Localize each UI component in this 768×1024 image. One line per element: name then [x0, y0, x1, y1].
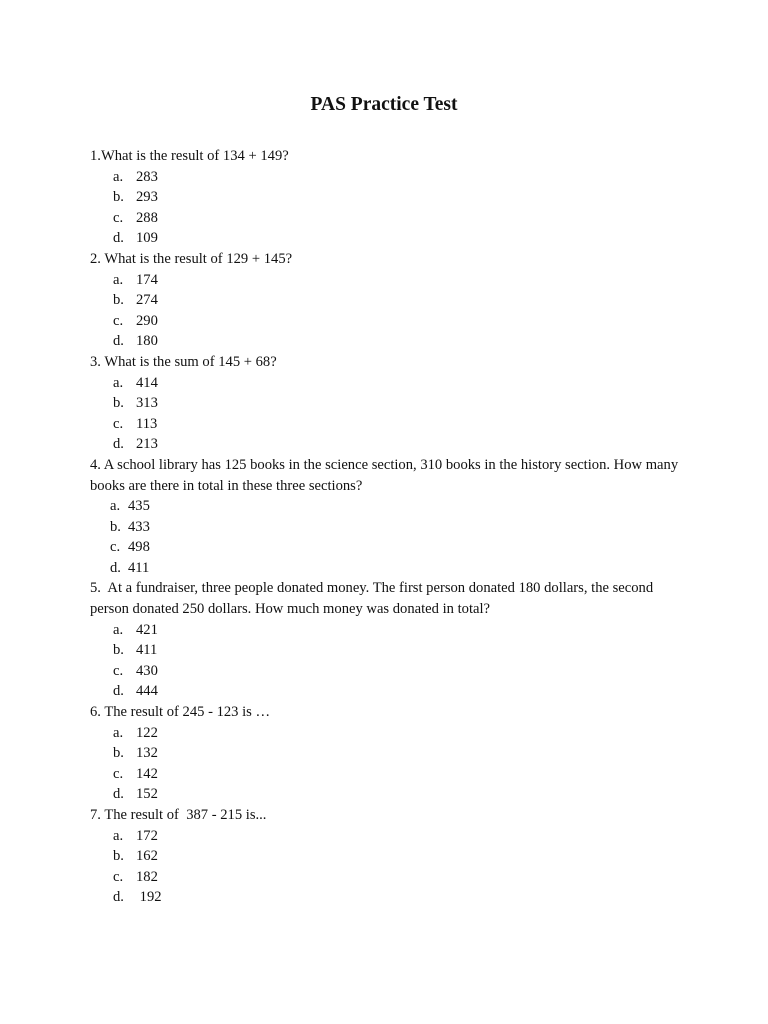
option-letter: a. [113, 827, 124, 844]
option-value: 498 [128, 539, 150, 556]
question-4 [90, 455, 690, 579]
option-value: 142 [136, 765, 158, 782]
option-value: 421 [136, 621, 158, 638]
option-value: 152 [136, 786, 158, 803]
answer-option-b[interactable] [90, 393, 690, 414]
option-letter: b. [113, 745, 124, 762]
answer-option-a[interactable] [90, 723, 690, 744]
option-letter: c. [113, 662, 124, 679]
question-5 [90, 578, 690, 702]
option-value: 435 [128, 498, 150, 515]
question-1 [90, 146, 690, 249]
answer-option-d[interactable] [90, 228, 690, 249]
option-value: 132 [136, 745, 158, 762]
answer-option-a[interactable] [90, 167, 690, 188]
answer-option-c[interactable] [90, 867, 690, 888]
answer-option-d[interactable] [90, 434, 690, 455]
option-value: 113 [136, 415, 158, 432]
option-letter: a. [113, 168, 124, 185]
question-list [90, 146, 690, 908]
option-value: 274 [136, 292, 158, 309]
answer-option-c[interactable] [90, 764, 690, 785]
answer-option-a[interactable] [90, 496, 690, 517]
question-2 [90, 249, 690, 352]
option-letter: d. [113, 436, 124, 453]
option-value: 180 [136, 333, 158, 350]
option-letter: d. [113, 786, 124, 803]
option-letter: c. [113, 415, 124, 432]
option-value: 414 [136, 374, 158, 391]
option-value: 313 [136, 395, 158, 412]
option-letter: c. [113, 868, 124, 885]
option-letter: a. [110, 498, 121, 515]
answer-option-c[interactable] [90, 414, 690, 435]
option-value: 162 [136, 848, 158, 865]
answer-options [90, 826, 690, 908]
option-letter: c. [113, 209, 124, 226]
option-letter: b. [113, 395, 124, 412]
answer-option-b[interactable] [90, 187, 690, 208]
option-letter: b. [110, 518, 121, 535]
page-title: PAS Practice Test [310, 94, 458, 115]
option-letter: d. [110, 559, 121, 576]
option-value: 430 [136, 662, 158, 679]
option-value: 109 [136, 230, 158, 247]
answer-options [90, 373, 690, 455]
option-letter: c. [113, 312, 124, 329]
answer-options [90, 620, 690, 702]
answer-option-b[interactable] [90, 640, 690, 661]
answer-option-a[interactable] [90, 373, 690, 394]
option-letter: b. [113, 189, 124, 206]
option-letter: b. [113, 642, 124, 659]
answer-option-b[interactable] [90, 517, 690, 538]
answer-options [90, 270, 690, 352]
option-letter: b. [113, 848, 124, 865]
option-letter: c. [110, 539, 121, 556]
option-value: 411 [136, 642, 158, 659]
answer-option-c[interactable] [90, 208, 690, 229]
option-letter: a. [113, 724, 124, 741]
option-value: 213 [136, 436, 158, 453]
option-value: 172 [136, 827, 158, 844]
option-value: 433 [128, 518, 150, 535]
question-text: 3. What is the sum of 145 + 68? [90, 353, 277, 370]
question-3 [90, 352, 690, 455]
answer-options [90, 723, 690, 805]
option-value: 122 [136, 724, 158, 741]
answer-option-c[interactable] [90, 537, 690, 558]
answer-options [90, 496, 690, 578]
option-value: 182 [136, 868, 158, 885]
option-value: 174 [136, 271, 158, 288]
option-letter: c. [113, 765, 124, 782]
option-letter: d. [113, 889, 124, 906]
answer-option-b[interactable] [90, 846, 690, 867]
option-letter: a. [113, 374, 124, 391]
question-text: 2. What is the result of 129 + 145? [90, 250, 293, 267]
answer-option-b[interactable] [90, 743, 690, 764]
answer-option-c[interactable] [90, 661, 690, 682]
question-text: 6. The result of 245 - 123 is … [90, 704, 271, 721]
question-text: 4. A school library has 125 books in the science section, 310 books in the history section. How many books are there in total in these three sections? [90, 456, 682, 494]
option-letter: d. [113, 683, 124, 700]
question-text: 5. At a fundraiser, three people donated money. The first person donated 180 dollars, the second person donated 250 dollars. How much money was donated in total? [90, 580, 657, 618]
option-value: 293 [136, 189, 158, 206]
question-text: 1.What is the result of 134 + 149? [90, 148, 289, 164]
answer-option-d[interactable] [90, 784, 690, 805]
answer-options [90, 167, 690, 249]
answer-option-d[interactable] [90, 681, 690, 702]
option-value: 411 [128, 559, 150, 576]
option-value: 290 [136, 312, 158, 329]
answer-option-c[interactable] [90, 311, 690, 332]
option-value: 192 [136, 889, 162, 906]
answer-option-a[interactable] [90, 270, 690, 291]
option-letter: a. [113, 271, 124, 288]
answer-option-b[interactable] [90, 290, 690, 311]
answer-option-d[interactable] [90, 331, 690, 352]
question-6 [90, 702, 690, 805]
answer-option-d[interactable] [90, 558, 690, 579]
option-letter: d. [113, 230, 124, 247]
option-letter: b. [113, 292, 124, 309]
option-value: 283 [136, 168, 158, 185]
option-letter: a. [113, 621, 124, 638]
answer-option-d[interactable] [90, 887, 690, 908]
answer-option-a[interactable] [90, 620, 690, 641]
option-letter: d. [113, 333, 124, 350]
option-value: 288 [136, 209, 158, 226]
option-value: 444 [136, 683, 158, 700]
question-text: 7. The result of 387 - 215 is... [90, 807, 267, 823]
answer-option-a[interactable] [90, 826, 690, 847]
question-7 [90, 805, 690, 908]
